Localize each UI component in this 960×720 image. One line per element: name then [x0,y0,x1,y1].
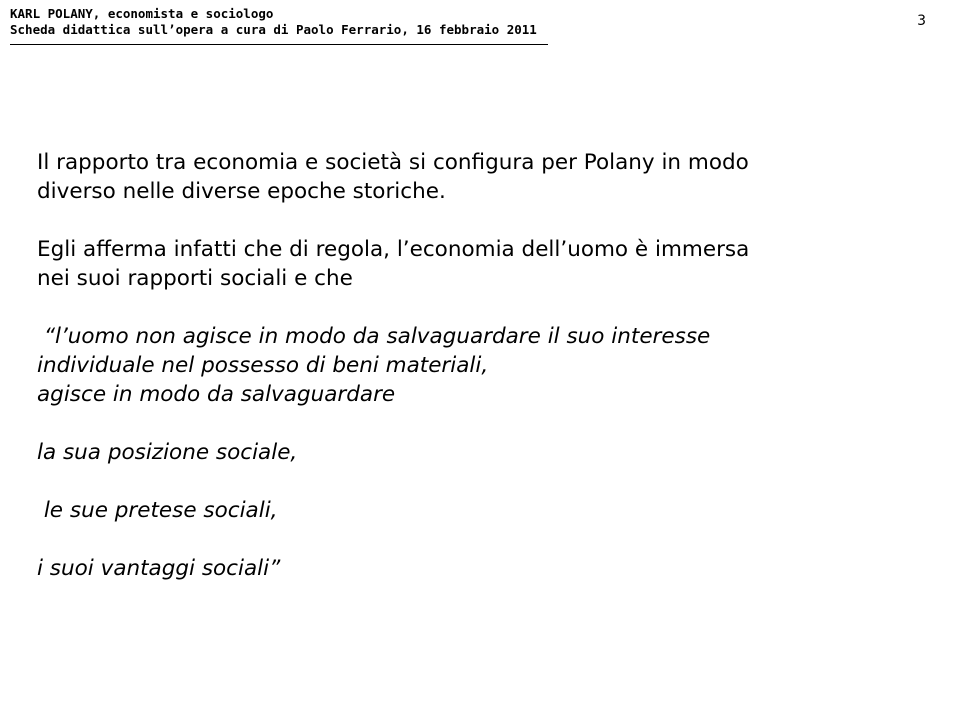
quote-line-2: individuale nel possesso di beni materiali, [37,353,489,378]
paragraph-1-line-2: diverso nelle diverse epoche storiche. [37,179,446,204]
paragraph-1-line-1: Il rapporto tra economia e società si configura per Polany in modo [37,150,749,175]
document-header [10,6,548,45]
page-body [37,148,897,583]
quote-item-1: la sua posizione sociale, [37,440,298,465]
page-number: 3 [917,13,926,29]
quote-item-2: le sue pretese sociali, [37,498,278,523]
quote-line-1: “l’uomo non agisce in modo da salvaguardare il suo interesse [37,324,711,349]
paragraph-2-line-1: Egli afferma infatti che di regola, l’economia dell’uomo è immersa [37,237,750,262]
header-title: KARL POLANY, economista e sociologo [10,6,274,21]
quote-item-3: i suoi vantaggi sociali” [37,556,281,581]
quote-line-3: agisce in modo da salvaguardare [37,382,396,407]
paragraph-2-line-2: nei suoi rapporti sociali e che [37,266,353,291]
header-subtitle: Scheda didattica sull’opera a cura di Paolo Ferrario, 16 febbraio 2011 [10,22,537,37]
